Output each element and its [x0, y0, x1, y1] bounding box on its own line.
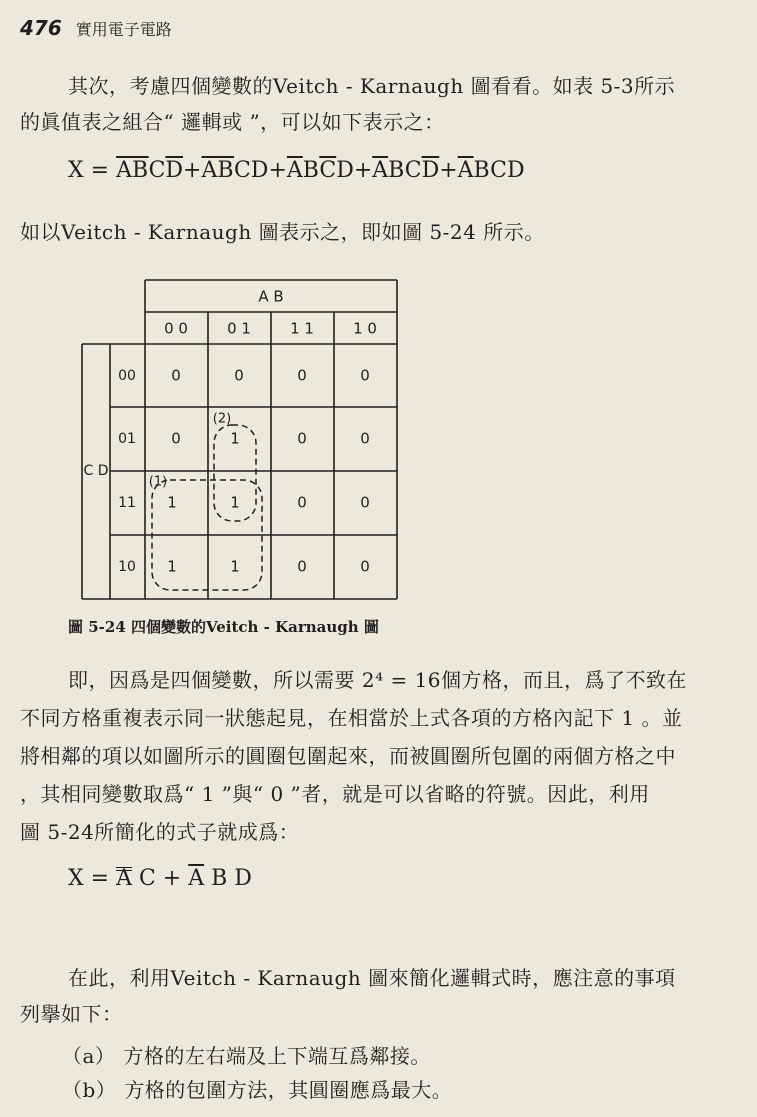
eq1-plus: + [439, 158, 458, 183]
kmap-cell: 0 [297, 429, 307, 448]
paragraph3-line1: 即，因爲是四個變數，所以需要 2⁴ = 16個方格，而且，爲了不致在 [68, 668, 688, 692]
list-item-a [62, 1040, 431, 1069]
kmap-cell: 1 [167, 493, 177, 512]
eq2-bd: B D [204, 866, 252, 891]
eq1-literal: $\overline{D}$ [421, 158, 440, 183]
kmap-cell: 0 [171, 429, 181, 448]
kmap-row-label: 11 [118, 495, 136, 511]
paragraph3-line3: 將相鄰的項以如圖所示的圓圈包圍起來，而被圓圈所包圍的兩個方格之中 [20, 744, 676, 768]
kmap-cell: 1 [167, 557, 177, 576]
eq1-lhs: X = [68, 158, 117, 183]
eq1-literal: D [336, 158, 354, 183]
list-marker-a: （a） [62, 1044, 116, 1068]
eq1-literal: $\overline{B}$ [131, 158, 149, 183]
kmap-cell: 1 [230, 557, 240, 576]
eq1-literal: B [388, 158, 405, 183]
kmap-cell: 0 [360, 429, 370, 448]
paragraph1-line2: 的眞值表之組合“ 邏輯或 ”，可以如下表示之： [20, 110, 445, 134]
eq1-literal: D [506, 158, 525, 183]
eq1-literal: D [250, 158, 269, 183]
kmap-cell: 0 [171, 366, 181, 385]
kmap-row-label: 00 [118, 368, 136, 384]
eq1-plus: + [183, 158, 202, 183]
paragraph4-line1: 在此，利用Veitch - Karnaugh 圖來簡化邏輯式時，應注意的事項 [68, 966, 676, 990]
kmap-col-label: 0 0 [164, 319, 188, 338]
equation-x-simplified [68, 866, 252, 891]
eq1-literal: $\overline{A}$ [201, 158, 218, 183]
eq1-literal: $\overline{A}$ [457, 158, 474, 183]
kmap-col-label: 1 1 [290, 319, 314, 338]
kmap-group-2-label: (2) [212, 411, 232, 427]
kmap-group-1-label: (1) [148, 474, 168, 490]
kmap-cell: 1 [230, 429, 240, 448]
eq1-literal: $\overline{D}$ [165, 158, 184, 183]
paragraph3-line5: 圖 5-24所簡化的式子就成爲： [20, 820, 300, 844]
kmap-col-label: 1 0 [353, 319, 377, 338]
eq2-a-bar: $\overline{A}$ [188, 866, 205, 891]
kmap-row-label: 01 [118, 431, 136, 447]
eq1-literal: C [148, 158, 166, 183]
eq1-literal: $\overline{A}$ [372, 158, 389, 183]
eq1-literal: $\overline{A}$ [286, 158, 303, 183]
eq2-a-double-bar: A [116, 866, 132, 891]
list-item-b [62, 1074, 452, 1103]
kmap-col-label: 0 1 [227, 319, 251, 338]
list-text-b: 方格的包圍方法，其圓圈應爲最大。 [124, 1078, 453, 1102]
paragraph2: 如以Veitch - Karnaugh 圖表示之，即如圖 5-24 所示。 [20, 220, 545, 244]
eq1-literal: C [404, 158, 422, 183]
eq1-literal: $\overline{B}$ [217, 158, 234, 183]
kmap-cell: 0 [234, 366, 244, 385]
kmap-cell: 0 [297, 557, 307, 576]
eq2-c-plus: C + [131, 866, 189, 891]
eq1-plus: + [268, 158, 287, 183]
eq1-literal: $\overline{A}$ [116, 158, 132, 183]
eq1-literal: C [233, 158, 251, 183]
kmap-cell: 0 [360, 493, 370, 512]
kmap-col-variable: A B [258, 287, 284, 306]
eq1-literal: C [490, 158, 507, 183]
list-marker-b: （b） [62, 1078, 117, 1102]
book-title: 實用電子電路 [75, 20, 172, 39]
figure-caption: 圖 5-24 四個變數的Veitch - Karnaugh 圖 [68, 618, 379, 636]
kmap-cell: 0 [360, 366, 370, 385]
kmap-cell: 0 [360, 557, 370, 576]
eq1-literal: B [473, 158, 491, 183]
kmap-row-variable: C D [83, 463, 109, 479]
eq1-literal: B [302, 158, 320, 183]
kmap-cell: 0 [297, 366, 307, 385]
list-text-a: 方格的左右端及上下端互爲鄰接。 [123, 1044, 431, 1068]
eq2-lhs: X = [68, 866, 110, 891]
page-number: 476 [20, 16, 62, 40]
paragraph3-line2: 不同方格重複表示同一狀態起見，在相當於上式各項的方格內記下 1 。並 [20, 706, 683, 730]
eq1-literal: $\overline{C}$ [319, 158, 337, 183]
eq1-plus: + [353, 158, 373, 183]
paragraph4-line2: 列擧如下： [20, 1002, 123, 1026]
kmap-row-label: 10 [118, 559, 136, 575]
paragraph3-line4: ，其相同變數取爲“ 1 ”與“ 0 ”者，就是可以省略的符號。因此，利用 [20, 782, 650, 806]
kmap-cell: 0 [297, 493, 307, 512]
kmap-cell: 1 [230, 493, 240, 512]
paragraph1-line1: 其次，考慮四個變數的Veitch - Karnaugh 圖看看。如表 5-3所示 [68, 74, 676, 98]
